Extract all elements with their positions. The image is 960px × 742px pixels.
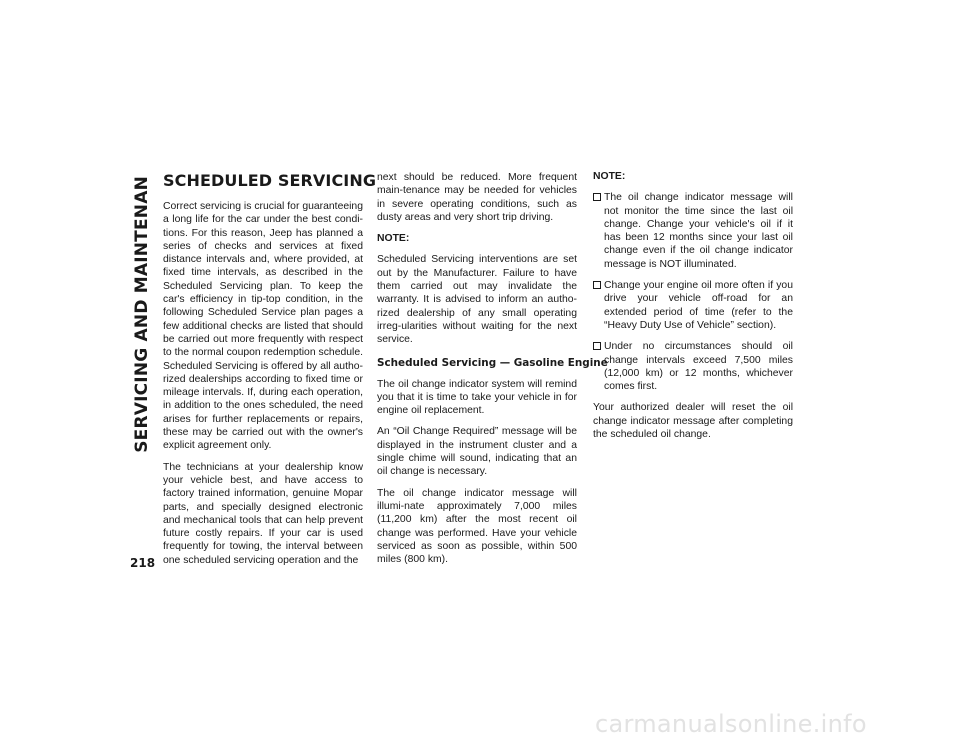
page-number: 218 bbox=[130, 556, 156, 570]
paragraph: The oil change indicator message will illumi-nate approximately 7,000 miles (11,200 km) after the most recent oil change was performed. Have your vehicle serviced as soon as possible, within 500 miles (800 km). bbox=[377, 487, 577, 566]
note-label: NOTE: bbox=[593, 171, 626, 182]
bullet-list bbox=[593, 191, 793, 393]
note-label: NOTE: bbox=[377, 233, 410, 245]
square-bullet-icon bbox=[593, 342, 601, 350]
list-item bbox=[593, 340, 793, 393]
paragraph: Correct servicing is crucial for guaranteeing a long life for the car under the best condi-tions. For this reason, Jeep has planned a series of checks and services at fixed distance intervals and, where provided, at fixed time intervals, as described in the Scheduled Servicing plan. To keep the car's efficiency in tip-top condition, in the following Scheduled Service plan pages a few additional checks are listed that should be carried out more frequently with respect to the normal coupon redemption schedule. Scheduled Servicing is offered by all autho-rized dealerships according to fixed time or mileage intervals. If, during each operation, in addition to the ones scheduled, the need arises for further replacements or repairs, these may be carried out with the owner's explicit agreement only. bbox=[163, 201, 363, 452]
paragraph: The technicians at your dealership know your vehicle best, and have access to factory trained information, genuine Mopar parts, and specially designed electronic and mechanical tools that can help prevent future costly repairs. If your car is used frequently for towing, the interval between one scheduled servicing operation and the bbox=[163, 461, 363, 566]
paragraph: next should be reduced. More frequent main-tenance may be needed for vehicles in severe operating conditions, such as dusty areas and very short trip driving. bbox=[377, 172, 577, 223]
list-item-text: Under no circumstances should oil change intervals exceed 7,500 miles (12,000 km) or 12 months, whichever comes first. bbox=[604, 341, 793, 393]
list-item bbox=[593, 279, 793, 332]
list-item-text: Change your engine oil more often if you drive your vehicle off-road for an extended period of time (refer to the “Heavy Duty Use of Vehicle” section). bbox=[604, 280, 793, 331]
list-item-text: The oil change indicator message will not monitor the time since the last oil change. Change your vehicle's oil if it has been 12 months since your last oil change even if the oil change indicator message is NOT illuminated. bbox=[604, 192, 793, 270]
subheading: Scheduled Servicing — Gasoline Engine bbox=[377, 356, 608, 369]
list-item bbox=[593, 191, 793, 271]
section-title: SCHEDULED SERVICING bbox=[163, 171, 377, 190]
paragraph: The oil change indicator system will remind you that it is time to take your vehicle in for engine oil replacement. bbox=[377, 378, 577, 417]
watermark: carmanualsonline.info bbox=[595, 710, 867, 738]
square-bullet-icon bbox=[593, 281, 601, 289]
note-text: Scheduled Servicing interventions are set out by the Manufacturer. Failure to have them carried out may invalidate the warranty. It is advised to inform an autho-rized dealership of any small operating irreg-ularities without waiting for the next service. bbox=[377, 254, 577, 346]
paragraph: Your authorized dealer will reset the oil change indicator message after completing the scheduled oil change. bbox=[593, 402, 793, 441]
column-left bbox=[163, 170, 377, 575]
column-right bbox=[593, 170, 793, 449]
chapter-title: SERVICING AND MAINTENAN bbox=[132, 176, 152, 453]
square-bullet-icon bbox=[593, 193, 601, 201]
side-chapter-tab bbox=[130, 176, 154, 554]
column-middle bbox=[377, 171, 608, 574]
paragraph: An “Oil Change Required” message will be displayed in the instrument cluster and a single chime will sound, indicating that an oil change is necessary. bbox=[377, 426, 577, 478]
